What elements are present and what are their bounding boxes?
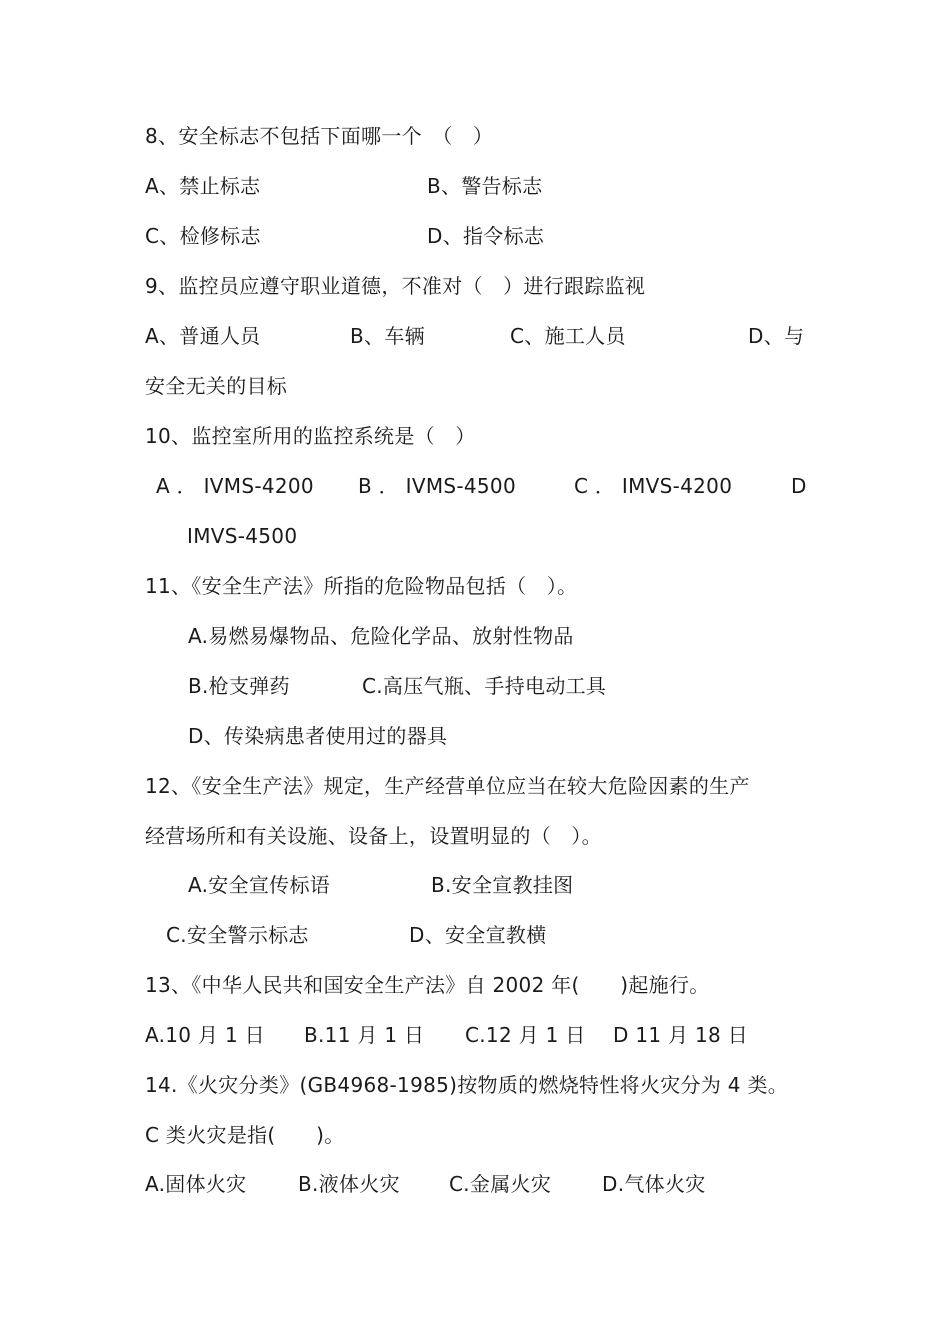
q8-option-a: A、禁止标志: [145, 174, 261, 198]
q10-option-b: B ． IVMS-4500: [358, 474, 516, 498]
q9-option-c: C、施工人员: [510, 324, 626, 348]
q11-stem: 11、《安全生产法》所指的危险物品包括（ ）。: [145, 574, 578, 598]
q14-option-c: C.金属火灾: [449, 1172, 552, 1196]
q11-option-c: C.高压气瓶、手持电动工具: [362, 674, 607, 698]
q13-option-d: D 11 月 18 日: [613, 1023, 749, 1047]
q12-stem: 12、《安全生产法》规定，生产经营单位应当在较大危险因素的生产: [145, 774, 750, 798]
q13-stem: 13、《中华人民共和国安全生产法》自 2002 年( )起施行。: [145, 973, 710, 997]
q8-stem: 8、安全标志不包括下面哪一个 （ ）: [145, 124, 494, 148]
q10-option-c: C ． IMVS-4200: [574, 474, 733, 498]
q9-option-d: D、与: [748, 324, 805, 348]
q8-option-b: B、警告标志: [427, 174, 543, 198]
q12-stem-continued: 经营场所和有关设施、设备上，设置明显的（ ）。: [145, 824, 602, 848]
q9-option-a: A、普通人员: [145, 324, 261, 348]
q12-option-c: C.安全警示标志: [166, 923, 309, 947]
q8-option-d: D、指令标志: [427, 224, 545, 248]
q12-option-d: D、安全宣教横: [409, 923, 547, 947]
q9-stem: 9、监控员应遵守职业道德，不准对（ ）进行跟踪监视: [145, 274, 646, 298]
q11-option-d: D、传染病患者使用过的器具: [188, 724, 448, 748]
q10-option-d-continued: IMVS-4500: [187, 524, 298, 548]
q9-option-d-continued: 安全无关的目标: [145, 374, 288, 398]
q10-option-d: D: [791, 474, 807, 498]
q8-option-c: C、检修标志: [145, 224, 261, 248]
q9-option-b: B、车辆: [350, 324, 425, 348]
q10-stem: 10、监控室所用的监控系统是（ ）: [145, 424, 476, 448]
q14-stem-continued: C 类火灾是指( )。: [145, 1123, 345, 1147]
q13-option-a: A.10 月 1 日: [145, 1023, 265, 1047]
q14-option-a: A.固体火灾: [145, 1172, 247, 1196]
q12-option-b: B.安全宣教挂图: [431, 873, 574, 897]
q14-option-b: B.液体火灾: [298, 1172, 400, 1196]
q14-option-d: D.气体火灾: [602, 1172, 706, 1196]
q11-option-b: B.枪支弹药: [188, 674, 290, 698]
q10-option-a: A ． IVMS-4200: [156, 474, 314, 498]
q14-stem: 14.《火灾分类》(GB4968-1985)按物质的燃烧特性将火灾分为 4 类。: [145, 1073, 789, 1097]
q13-option-c: C.12 月 1 日: [465, 1023, 586, 1047]
q11-option-a: A.易燃易爆物品、危险化学品、放射性物品: [188, 624, 574, 648]
q12-option-a: A.安全宣传标语: [188, 873, 331, 897]
q13-option-b: B.11 月 1 日: [304, 1023, 425, 1047]
